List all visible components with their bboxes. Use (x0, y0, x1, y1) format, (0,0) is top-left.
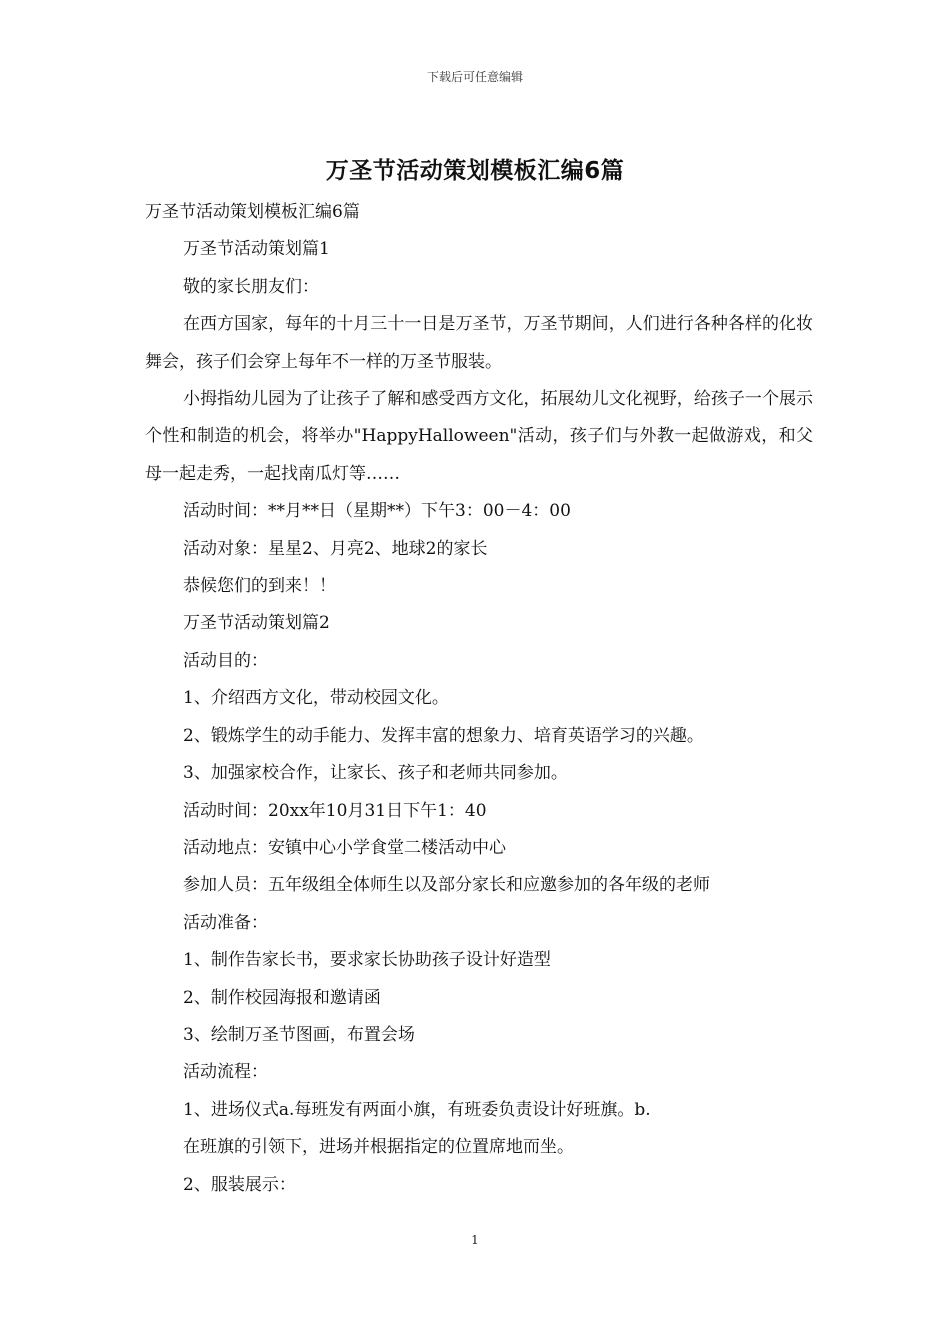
paragraph: 在西方国家，每年的十月三十一日是万圣节，万圣节期间，人们进行各种各样的化妆舞会，孩子们会穿上每年不一样的万圣节服装。 (145, 314, 813, 372)
paragraph: 3、绘制万圣节图画，布置会场 (183, 1024, 415, 1045)
paragraph: 活动准备： (183, 912, 268, 933)
paragraph: 2、服装展示： (183, 1174, 296, 1195)
page-header: 下载后可任意编辑 (426, 70, 523, 84)
paragraph: 活动对象：星星2、月亮2、地球2的家长 (183, 538, 488, 559)
paragraph: 万圣节活动策划模板汇编6篇 (145, 202, 360, 222)
paragraph: 敬的家长朋友们： (183, 276, 319, 297)
paragraph: 1、制作告家长书，要求家长协助孩子设计好造型 (183, 950, 551, 971)
paragraph: 2、制作校园海报和邀请函 (183, 987, 381, 1008)
paragraph: 万圣节活动策划篇2 (183, 613, 330, 634)
paragraph: 1、介绍西方文化，带动校园文化。 (183, 688, 449, 709)
paragraph: 活动流程： (183, 1062, 268, 1083)
paragraph: 小拇指幼儿园为了让孩子了解和感受西方文化，拓展幼儿文化视野，给孩子一个展示个性和制造的机会，将举办"HappyHalloween"活动，孩子们与外教一起做游戏，和父母一起走秀，一起找南瓜灯等…… (145, 389, 813, 484)
paragraph: 参加人员：五年级组全体师生以及部分家长和应邀参加的各年级的老师 (183, 875, 710, 896)
paragraph: 活动目的： (183, 650, 268, 671)
paragraph: 活动地点：安镇中心小学食堂二楼活动中心 (183, 837, 506, 858)
document-title: 万圣节活动策划模板汇编6篇 (325, 158, 625, 184)
paragraph: 活动时间：**月**日（星期**）下午3：00－4：00 (183, 501, 571, 522)
page-number: 1 (471, 1233, 479, 1247)
paragraph: 3、加强家校合作，让家长、孩子和老师共同参加。 (183, 763, 568, 784)
paragraph: 2、锻炼学生的动手能力、发挥丰富的想象力、培育英语学习的兴趣。 (183, 725, 704, 746)
paragraph: 万圣节活动策划篇1 (183, 239, 330, 260)
paragraph: 活动时间：20xx年10月31日下午1：40 (183, 800, 487, 821)
document-body (145, 194, 813, 1204)
paragraph: 1、进场仪式a.每班发有两面小旗，有班委负责设计好班旗。b. (183, 1099, 651, 1120)
paragraph: 在班旗的引领下，进场并根据指定的位置席地而坐。 (183, 1137, 574, 1158)
paragraph: 恭候您们的到来！！ (183, 576, 336, 597)
